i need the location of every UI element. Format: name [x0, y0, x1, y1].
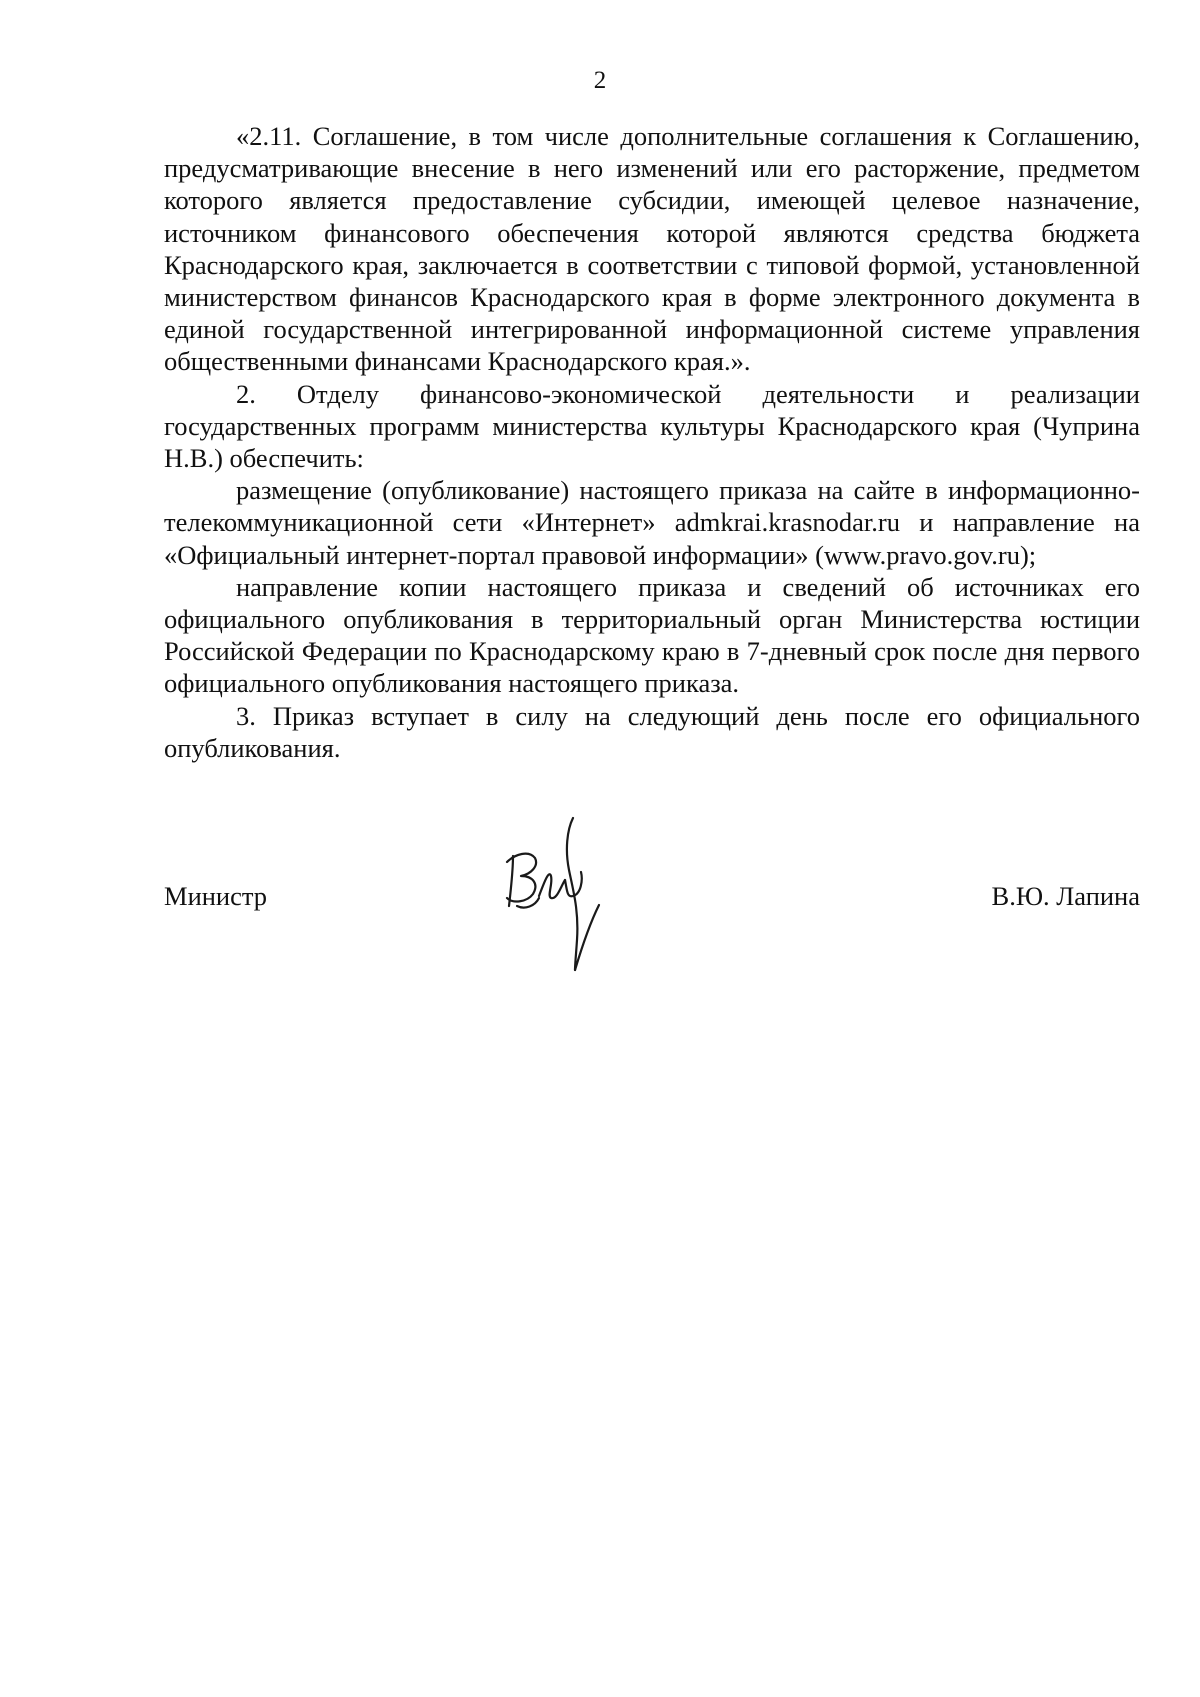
document-body	[164, 120, 1140, 764]
paragraph-2-11: «2.11. Соглашение, в том числе дополнительные соглашения к Соглашению, предусматривающие внесение в него изменений или его расторжение, предметом которого является предоставление субсидии, имеющей целевое назначение, источником финансового обеспечения которой являются средства бюджета Краснодарского края, заключается в соответствии с типовой формой, установленной министерством финансов Краснодарского края в форме электронного документа в единой государственной интегрированной информационной системе управления общественными финансами Краснодарского края.».	[164, 121, 1140, 377]
signatory-title: Министр	[164, 881, 268, 911]
paragraph-item-3: 3. Приказ вступает в силу на следующий день после его официального опубликования.	[164, 700, 1140, 763]
page-number: 2	[593, 67, 607, 94]
handwritten-signature	[495, 810, 645, 980]
paragraph-copy-direction: направление копии настоящего приказа и сведений об источниках его официального опубликования в территориальный орган Министерства юстиции Российской Федерации по Краснодарскому краю в 7-дневный срок после дня первого официального опубликования настоящего приказа.	[164, 571, 1140, 699]
signatory-name: В.Ю. Лапина	[991, 881, 1140, 911]
signature-block	[164, 880, 1140, 920]
paragraph-publication: размещение (опубликование) настоящего приказа на сайте в информационно-телекоммуникационной сети «Интернет» admkrai.krasnodar.ru и направление на «Официальный интернет-портал правовой информации» (www.pravo.gov.ru);	[164, 475, 1140, 570]
paragraph-item-2: 2. Отделу финансово-экономической деятельности и реализации государственных программ министерства культуры Краснодарского края (Чуприна Н.В.) обеспечить:	[164, 378, 1140, 474]
